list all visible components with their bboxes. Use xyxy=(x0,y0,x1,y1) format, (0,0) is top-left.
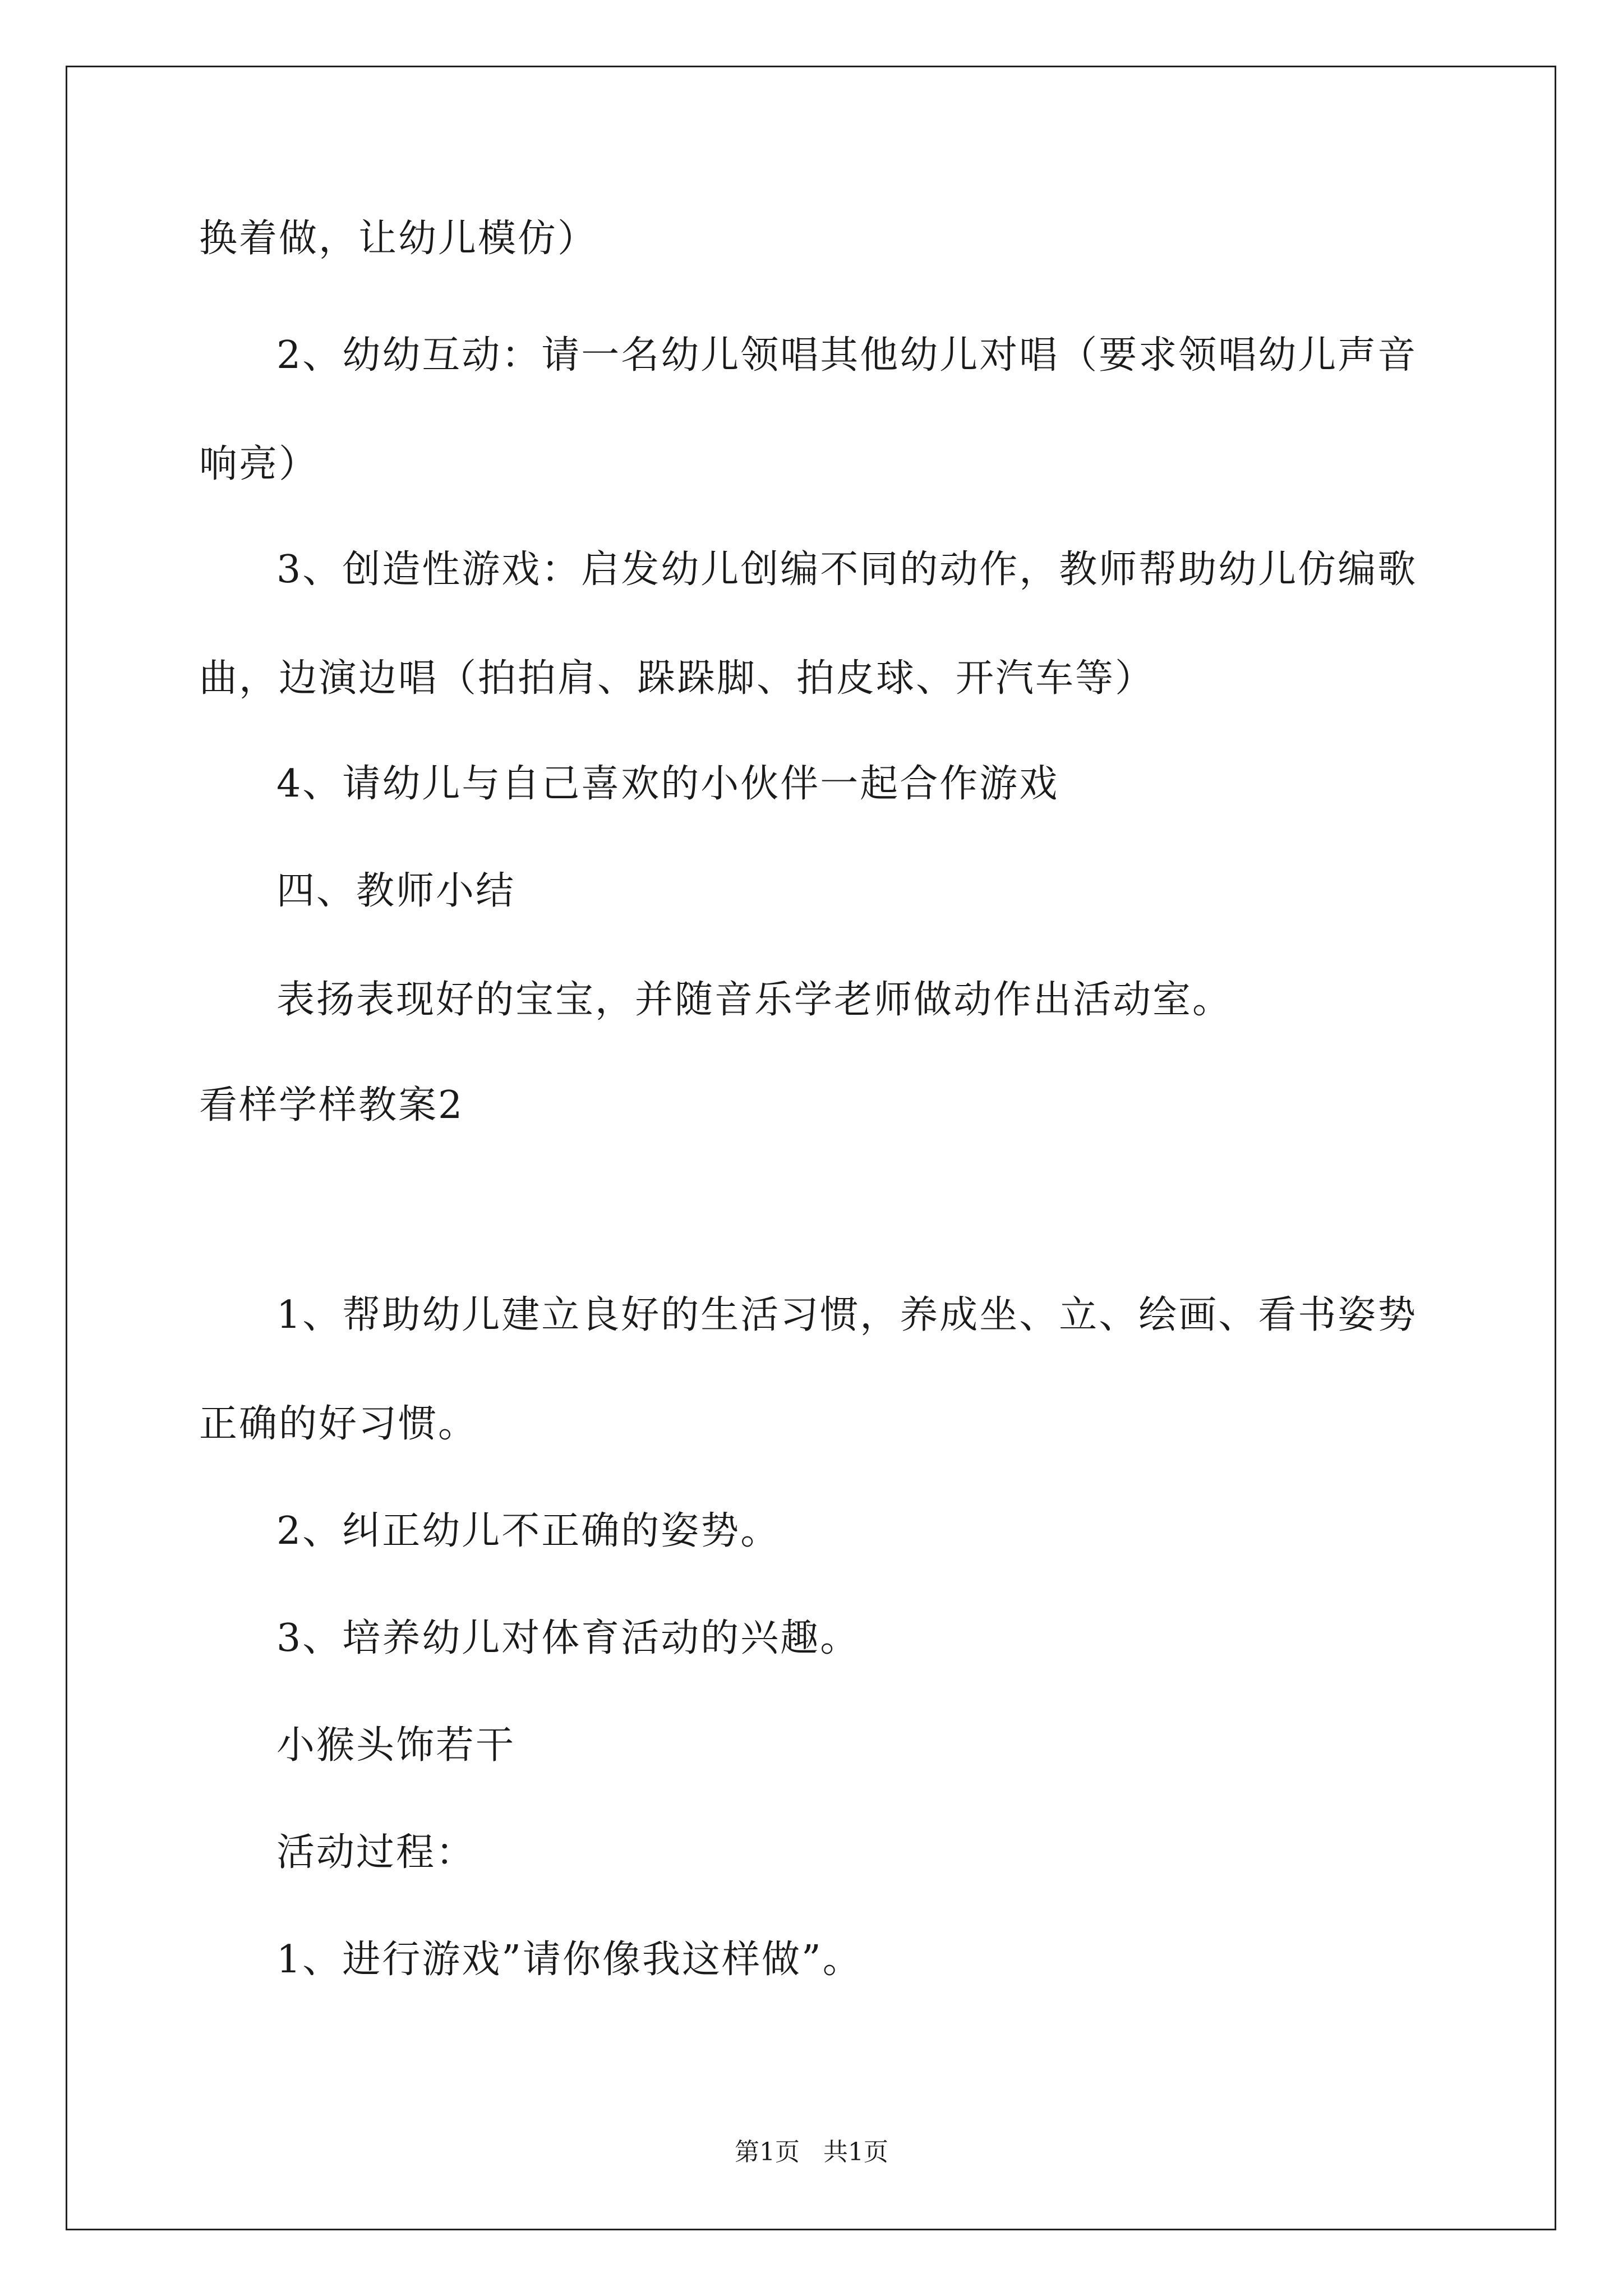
text-line: 3、创造性游戏：启发幼儿创编不同的动作，教师帮助幼儿仿编歌 xyxy=(276,547,1418,592)
text-line: 4、请幼儿与自己喜欢的小伙伴一起合作游戏 xyxy=(276,762,1059,806)
text-line: 小猴头饰若干 xyxy=(276,1723,516,1768)
text-line: 曲，边演边唱（拍拍肩、跺跺脚、拍皮球、开汽车等） xyxy=(199,656,1155,701)
text-line: 正确的好习惯。 xyxy=(199,1402,478,1446)
text-line: 1、帮助幼儿建立良好的生活习惯，养成坐、立、绘画、看书姿势 xyxy=(276,1293,1418,1337)
text-line: 响亮） xyxy=(199,442,319,486)
page-border xyxy=(66,66,1556,2230)
text-line: 四、教师小结 xyxy=(276,869,516,913)
text-line: 表扬表现好的宝宝，并随音乐学老师做动作出活动室。 xyxy=(276,978,1233,1022)
text-line: 2、幼幼互动：请一名幼儿领唱其他幼儿对唱（要求领唱幼儿声音 xyxy=(276,333,1418,378)
section-heading: 看样学样教案2 xyxy=(199,1083,464,1128)
text-line: 3、培养幼儿对体育活动的兴趣。 xyxy=(276,1616,860,1660)
page-footer: 第1页 共1页 xyxy=(735,2138,888,2166)
text-line: 换着做，让幼儿模仿） xyxy=(199,217,598,261)
text-line: 活动过程： xyxy=(276,1830,476,1875)
text-line: 2、纠正幼儿不正确的姿势。 xyxy=(276,1509,781,1553)
text-line: 1、进行游戏”请你像我这样做”。 xyxy=(276,1938,863,1982)
